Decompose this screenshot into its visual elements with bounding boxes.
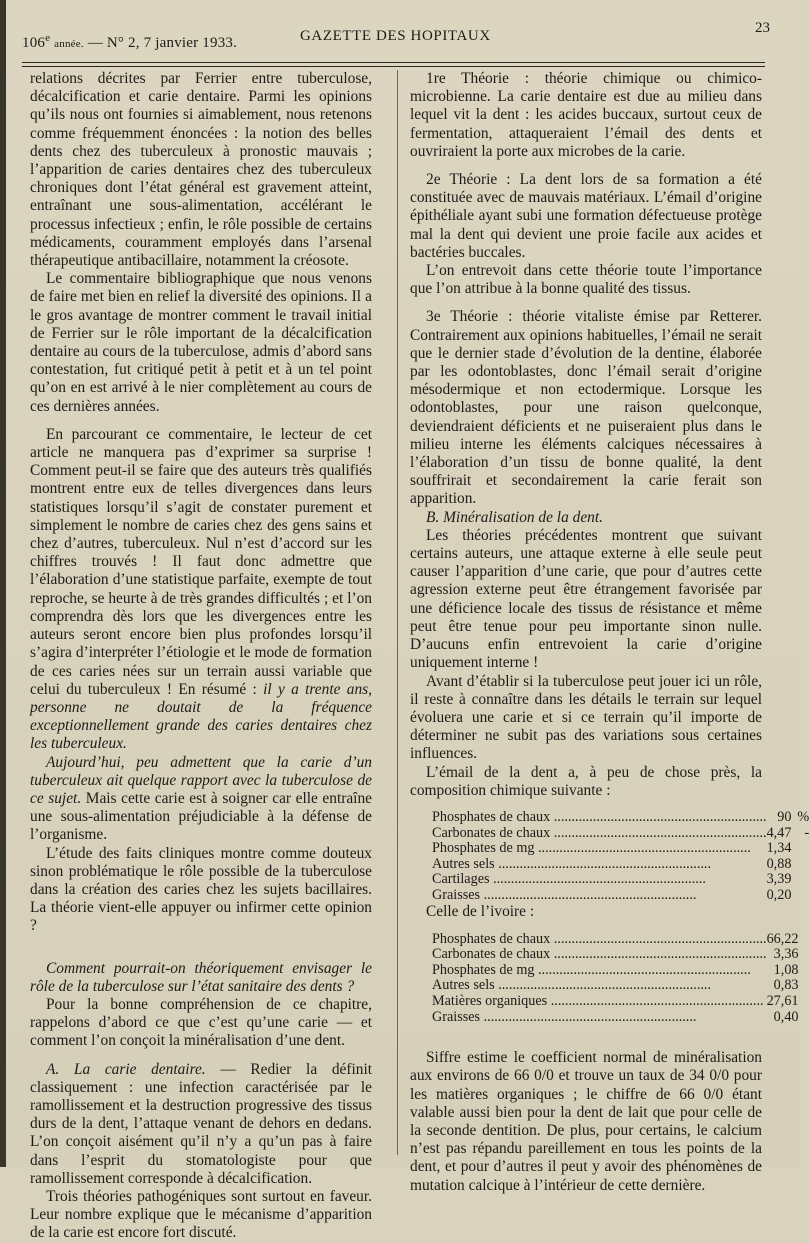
ivory-label: Celle de l’ivoire : [426,903,535,921]
component-name: Phosphates de chaux ............................................................ [432,808,767,825]
paragraph: Les théories précédentes montrent que suivant certains auteurs, une attaque externe à elle seule peut causer l’apparition d’une carie, que pour d’autres cette agression externe peut être étrangement favorisée par une déficience locale des tissus de résistance et même peut être tenue pour peu importante sinon nulle. D’aucuns enfin entrevoient la carie d’origine uniquement interne ! [410,526,762,672]
component-unit [799,1010,805,1026]
component-value: 0,40 [773,1008,799,1025]
component-unit [791,888,809,904]
component-unit [799,963,805,979]
paragraph [30,426,372,754]
component-name: Autres sels ............................................................ [432,977,712,994]
right-column [410,70,809,1195]
table-row [432,932,805,948]
header-rule [22,62,765,63]
section-heading: A. La carie dentaire. [46,1060,206,1078]
component-unit [799,994,805,1010]
paragraph: Le commentaire bibliographique que nous venons de faire met bien en relief la diversité des opinions. Il a le gros avantage de montrer comment le travail initial de Ferrier sur le rôle important de la décalcification dentaire au cours de la tuberculose, admis d’abord sans contestation, fut critiqué petit à petit et à un tel point qu’on en est arrivé à le nier complètement au cours de ces dernières années. [30,270,372,415]
component-unit [791,872,809,888]
table-row [432,872,809,888]
header-rule-thin [22,66,765,67]
column-divider [397,70,398,1155]
table-row [432,1010,805,1026]
table-row [432,826,809,842]
component-value: 27,61 [766,993,799,1010]
component-name: Autres sels ............................................................ [432,855,712,872]
component-name: Graisses ............................................................ [432,1008,697,1025]
paragraph-emphasis: il y a trente ans, personne ne doutait de la fréquence exceptionnellement grande des caries dentaires chez les tuberculeux. [30,680,372,753]
component-value: 66,22 [766,930,799,947]
issue-date: — N° 2, 7 janvier 1933. [87,35,238,51]
component-unit [799,978,805,994]
running-header [22,18,770,58]
component-value: 0,83 [773,977,799,994]
table-row [432,810,809,826]
paragraph: relations décrites par Ferrier entre tuberculose, décalcification et carie dentaire. Parmi les opinions qu’ils nous ont fournies si aimablement, nous retenons comme fréquemment énoncées : la notion des belles dents chez des tuberculeux à pronostic mauvais ; l’apparition de caries dentaires chez des tuberculeux chroniques dont l’état général est gravement atteint, entraînant une sous-alimentation, accélérant le processus infectieux ; enfin, le rôle possible de certains médicaments, couramment employés dans l’arsenal thérapeutique antibacillaire, notamment la créosote. [30,70,372,270]
question-text: Comment pourrait-on théoriquement envisager le rôle de la tuberculose sur l’état sanitaire des dents ? [30,959,372,995]
table-row [432,994,805,1010]
paragraph: L’émail de la dent a, à peu de chose près, la composition chimique suivante : [410,763,762,799]
ivory-composition-table [432,932,805,1026]
enamel-composition-table [432,810,809,904]
journal-title: GAZETTE DES HOPITAUX [300,28,491,44]
component-name: Carbonates de chaux ............................................................ [432,946,767,963]
issue-superscript: e [45,32,51,44]
table-row [432,978,805,994]
section-heading-text: B. Minéralisation de la dent. [426,508,603,526]
component-name: Carbonates de chaux ............................................................ [432,824,767,841]
issue-info [22,32,237,52]
component-unit: % [797,808,809,825]
paragraph-text: En parcourant ce commentaire, le lecteur de cet article ne manquera pas d’exprimer sa surprise ! Comment peut-il se faire que des auteurs très qualifiés montrent entre eux de telles divergences dans leurs statistiques lorsqu’il s’agit de constater purement et simplement le nombre de caries chez des gens sains et chez d’autres, tuberculeux. Nul n’est d’accord sur les chiffres trouvés ! Il faut donc admettre que l’élaboration d’une statistique parfaite, exempte de tout reproche, se heurte à de très grandes difficultés ; et l’on comprendra dès lors que les divergences entre les auteurs seront encore bien plus profondes lorsqu’il s’agira d’interpréter l’étiologie et le mode de formation de ces caries nées sur un terrain aussi variable que celui du tuberculeux ! En résumé : [30,425,372,698]
paragraph: L’on entrevoit dans cette théorie toute l’importance que l’on attribue à la bonne qualité des tissus. [410,262,762,298]
component-unit: - [804,824,809,841]
component-value: 4,47 [766,824,792,841]
component-name: Matières organiques ............................................................ [432,993,764,1010]
component-value: 1,34 [766,840,792,857]
table-row [432,857,809,873]
binding-edge [0,0,6,1167]
table-row [432,963,805,979]
paragraph: Pour la bonne compréhension de ce chapitre, rappelons d’abord ce que c’est qu’une carie — et comment l’on conçoit la minéralisation d’une dent. [30,995,372,1050]
component-name: Graisses ............................................................ [432,886,697,903]
issue-number: 106 [22,35,46,51]
paragraph-emphasis: Aujourd’hui, peu admettent que la carie d’un tuberculeux ait quelque rapport avec la tuberculose de ce sujet. [30,753,372,807]
left-column [30,70,372,1243]
table-row [432,841,809,857]
paragraph: Siffre estime le coefficient normal de minéralisation aux environs de 66 0/0 et trouve un taux de 34 0/0 pour les matières organiques ; le chiffre de 66 0/0 étant valable aussi bien pour la dent de lait que pour celle de la seconde dentition. De plus, pour certains, le calcium n’est pas répandu pareillement en tous les points de la dent, et pour d’autres il peut y avoir des phénomènes de mutation calcique à l’intérieur de cette dernière. [410,1049,762,1194]
section-heading [410,509,762,527]
paragraph: L’étude des faits cliniques montre comme douteux sinon problématique le rôle possible de la tuberculose dans la création des caries chez les sujets bacillaires. La théorie vient-elle appuyer ou infirmer cette opinion ? [30,844,372,935]
component-name: Phosphates de mg ............................................................ [432,961,751,978]
page-number: 23 [755,20,770,36]
paragraph: Avant d’établir si la tuberculose peut jouer ici un rôle, il reste à connaître dans les détails le terrain sur lequel évoluera une carie et si ce terrain qu’il importe de déterminer ne subit pas des variations sous certaines influences. [410,672,762,763]
issue-word: année. [54,38,84,50]
component-name: Phosphates de chaux ............................................................ [432,930,767,947]
component-value: 1,08 [773,961,799,978]
paragraph [30,1061,372,1188]
table-row [432,947,805,963]
component-name: Cartilages ............................................................ [432,871,706,888]
component-name: Phosphates de mg ............................................................ [432,840,751,857]
component-unit [791,857,809,873]
component-unit [799,947,805,963]
component-value: 3,39 [766,871,792,888]
component-value: 90 [777,808,792,825]
table-row [432,888,809,904]
paragraph: Trois théories pathogéniques sont surtout en faveur. Leur nombre explique que le mécanisme d’apparition de la carie est encore fort discuté. [30,1187,372,1242]
paragraph [30,754,372,845]
component-unit [791,841,809,857]
paragraph-text: Mais cette carie est à soigner car elle entraîne une sous-alimentation préjudiciable à la défense de l’organisme. [30,789,372,844]
component-unit [799,932,805,948]
component-value: 0,88 [766,855,792,872]
paragraph: 2e Théorie : La dent lors de sa formation a été constituée avec de mauvais matériaux. L’émail d’origine épithéliale ayant subi une formation défectueuse protège mal la dent qui devient une proie facile aux acides et bactéries buccales. [410,171,762,261]
paragraph: 1re Théorie : théorie chimique ou chimico-microbienne. La carie dentaire est due au milieu dans lequel vit la dent : les acides buccaux, surtout ceux de fermentation, attaqueraient l’émail des dents et ouvriraient la porte aux microbes de la carie. [410,70,762,160]
component-value: 0,20 [766,886,792,903]
paragraph: 3e Théorie : théorie vitaliste émise par Retterer. Contrairement aux opinions habituelles, l’émail ne serait que le dernier stade d’évolution de la dentine, élaborée par les odontoblastes, donc l’émail serait d’origine mésodermique et non ectodermique. Lorsque les odontoblastes, pour une raison quelconque, deviendraient déficients et ne puiseraient plus dans le milieu interne les éléments calciques nécessaires à l’élaboration d’un tissu de bonne qualité, la dent souffrirait et secondairement la carie ferait son apparition. [410,308,762,508]
section-question [30,960,372,996]
paragraph-text: — Redier la définit classiquement : une infection caractérisée par le ramollissement et la destruction progressive des tissus durs de la dent, l’attaque venant de dehors en dedans. L’on conçoit aisément qu’il n’y a qu’un pas à faire dans l’esprit du stomatologiste pour que ramollissement corresponde à décalcification. [30,1060,372,1187]
component-value: 3,36 [773,946,799,963]
